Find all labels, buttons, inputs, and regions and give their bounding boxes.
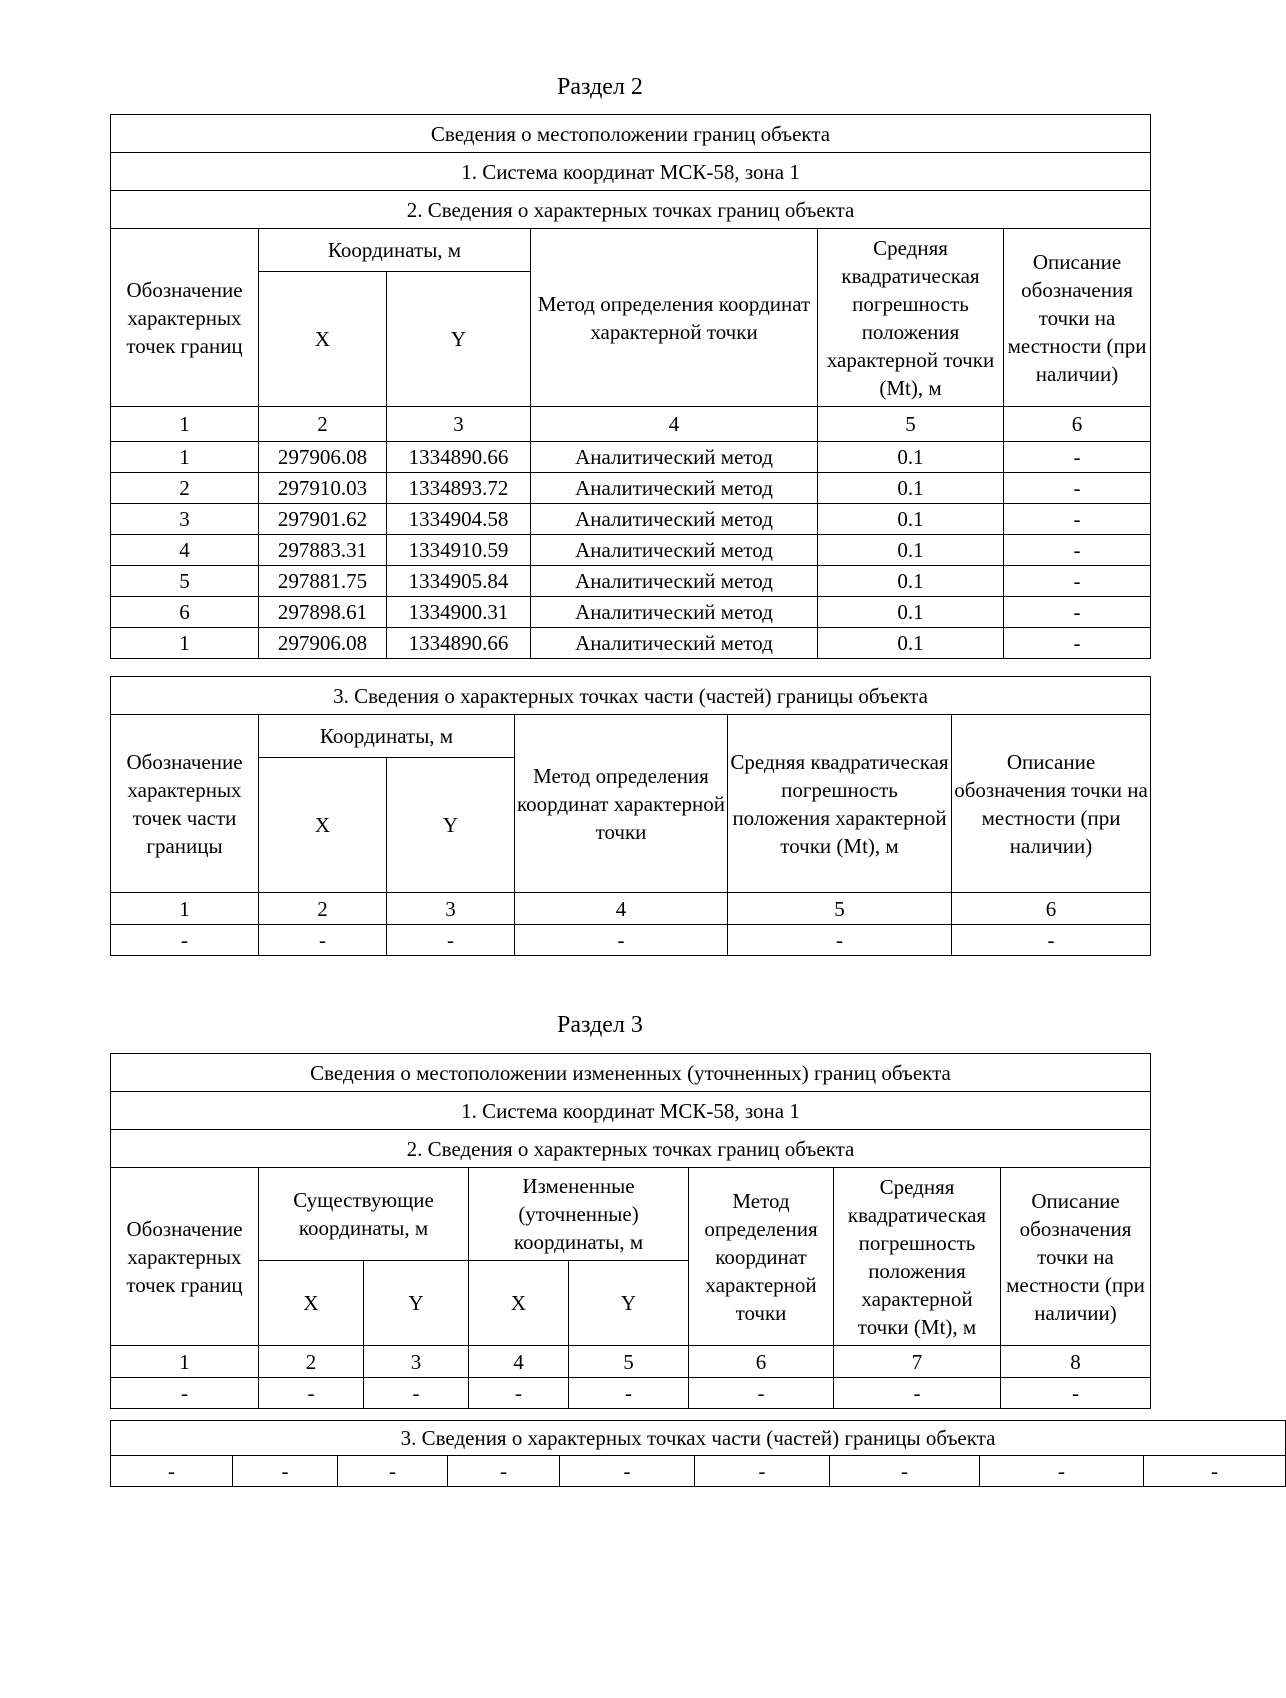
section3-title: Раздел 3 (557, 1012, 643, 1038)
cell-empty: - (1001, 1378, 1151, 1409)
cell-y: 1334890.66 (387, 628, 531, 659)
col-number: 8 (1001, 1346, 1151, 1378)
cell-method: Аналитический метод (531, 597, 818, 628)
col-number: 5 (569, 1346, 689, 1378)
cell-point: 5 (111, 566, 259, 597)
section2-coord-system: 1. Система координат МСК-58, зона 1 (111, 153, 1151, 191)
cell-x: 297883.31 (259, 535, 387, 566)
cell-x: 297906.08 (259, 628, 387, 659)
header-description: Описание обозначения точки на местности (при наличии) (952, 715, 1151, 893)
cell-empty: - (387, 925, 515, 956)
col-number: 1 (111, 407, 259, 442)
cell-error: 0.1 (818, 473, 1004, 504)
col-number: 7 (834, 1346, 1001, 1378)
cell-y: 1334904.58 (387, 504, 531, 535)
table-row (111, 1378, 1151, 1409)
cell-empty: - (695, 1456, 830, 1487)
cell-error: 0.1 (818, 597, 1004, 628)
col-number: 6 (1004, 407, 1151, 442)
col-number: 4 (515, 893, 728, 925)
cell-method: Аналитический метод (531, 504, 818, 535)
cell-y: 1334910.59 (387, 535, 531, 566)
cell-empty: - (259, 1378, 364, 1409)
header-changed-coords: Измененные (уточненные) координаты, м (469, 1168, 689, 1261)
cell-empty: - (689, 1378, 834, 1409)
table-row (111, 597, 1151, 628)
section3-sub2-title: 2. Сведения о характерных точках границ объекта (111, 1130, 1151, 1168)
cell-empty: - (111, 925, 259, 956)
header-x: X (469, 1261, 569, 1346)
section2-table-parts (110, 676, 1151, 956)
header-y: Y (387, 758, 515, 893)
table-row (111, 504, 1151, 535)
cell-description: - (1004, 504, 1151, 535)
table-row (111, 442, 1151, 473)
section3-caption: Сведения о местоположении измененных (уточненных) границ объекта (111, 1054, 1151, 1092)
header-coords: Координаты, м (259, 715, 515, 758)
cell-x: 297910.03 (259, 473, 387, 504)
col-number: 1 (111, 893, 259, 925)
cell-empty: - (338, 1456, 448, 1487)
col-number: 4 (469, 1346, 569, 1378)
cell-y: 1334905.84 (387, 566, 531, 597)
cell-error: 0.1 (818, 628, 1004, 659)
col-number: 6 (689, 1346, 834, 1378)
header-x: X (259, 758, 387, 893)
cell-point: 6 (111, 597, 259, 628)
section3-table-main (110, 1053, 1151, 1409)
header-description: Описание обозначения точки на местности (при наличии) (1004, 229, 1151, 407)
header-y: Y (387, 272, 531, 407)
col-number: 3 (387, 407, 531, 442)
section3-table-parts (110, 1420, 1286, 1487)
cell-method: Аналитический метод (531, 473, 818, 504)
col-number: 1 (111, 1346, 259, 1378)
header-designation: Обозначение характерных точек части границы (111, 715, 259, 893)
section2-sub3-title: 3. Сведения о характерных точках части (частей) границы объекта (111, 677, 1151, 715)
col-number: 2 (259, 893, 387, 925)
header-x: X (259, 272, 387, 407)
cell-method: Аналитический метод (531, 628, 818, 659)
table-row (111, 1456, 1286, 1487)
cell-point: 1 (111, 442, 259, 473)
cell-empty: - (111, 1378, 259, 1409)
table-row (111, 566, 1151, 597)
cell-description: - (1004, 566, 1151, 597)
cell-empty: - (111, 1456, 233, 1487)
cell-description: - (1004, 473, 1151, 504)
cell-empty: - (364, 1378, 469, 1409)
cell-empty: - (259, 925, 387, 956)
cell-error: 0.1 (818, 535, 1004, 566)
cell-point: 4 (111, 535, 259, 566)
cell-empty: - (448, 1456, 560, 1487)
table-row (111, 925, 1151, 956)
col-number: 3 (387, 893, 515, 925)
header-x: X (259, 1261, 364, 1346)
cell-empty: - (728, 925, 952, 956)
cell-empty: - (560, 1456, 695, 1487)
cell-description: - (1004, 628, 1151, 659)
section2-caption: Сведения о местоположении границ объекта (111, 115, 1151, 153)
header-y: Y (364, 1261, 469, 1346)
header-method: Метод определения координат характерной точки (531, 229, 818, 407)
cell-empty: - (980, 1456, 1144, 1487)
cell-y: 1334900.31 (387, 597, 531, 628)
col-number: 2 (259, 407, 387, 442)
col-number: 4 (531, 407, 818, 442)
table-row (111, 535, 1151, 566)
header-coords: Координаты, м (259, 229, 531, 272)
cell-method: Аналитический метод (531, 535, 818, 566)
cell-x: 297881.75 (259, 566, 387, 597)
section2-sub2-title: 2. Сведения о характерных точках границ объекта (111, 191, 1151, 229)
cell-description: - (1004, 535, 1151, 566)
cell-y: 1334893.72 (387, 473, 531, 504)
cell-x: 297906.08 (259, 442, 387, 473)
table-row (111, 628, 1151, 659)
cell-description: - (1004, 597, 1151, 628)
cell-x: 297901.62 (259, 504, 387, 535)
cell-method: Аналитический метод (531, 442, 818, 473)
cell-x: 297898.61 (259, 597, 387, 628)
header-designation: Обозначение характерных точек границ (111, 229, 259, 407)
table-row (111, 473, 1151, 504)
cell-empty: - (834, 1378, 1001, 1409)
cell-empty: - (569, 1378, 689, 1409)
cell-empty: - (1144, 1456, 1286, 1487)
section2-table-main (110, 114, 1151, 659)
header-error: Средняя квадратическая погрешность положения характерной точки (Mt), м (818, 229, 1004, 407)
header-error: Средняя квадратическая погрешность положения характерной точки (Mt), м (834, 1168, 1001, 1346)
col-number: 3 (364, 1346, 469, 1378)
cell-point: 1 (111, 628, 259, 659)
col-number: 6 (952, 893, 1151, 925)
header-y: Y (569, 1261, 689, 1346)
cell-empty: - (952, 925, 1151, 956)
section2-title: Раздел 2 (557, 74, 643, 100)
cell-point: 2 (111, 473, 259, 504)
header-error: Средняя квадратическая погрешность положения характерной точки (Mt), м (728, 715, 952, 893)
cell-point: 3 (111, 504, 259, 535)
cell-description: - (1004, 442, 1151, 473)
col-number: 5 (728, 893, 952, 925)
header-description: Описание обозначения точки на местности (при наличии) (1001, 1168, 1151, 1346)
cell-empty: - (469, 1378, 569, 1409)
header-designation: Обозначение характерных точек границ (111, 1168, 259, 1346)
cell-error: 0.1 (818, 504, 1004, 535)
section3-coord-system: 1. Система координат МСК-58, зона 1 (111, 1092, 1151, 1130)
cell-method: Аналитический метод (531, 566, 818, 597)
header-method: Метод определения координат характерной точки (689, 1168, 834, 1346)
col-number: 2 (259, 1346, 364, 1378)
cell-empty: - (515, 925, 728, 956)
cell-y: 1334890.66 (387, 442, 531, 473)
cell-empty: - (830, 1456, 980, 1487)
cell-empty: - (233, 1456, 338, 1487)
cell-error: 0.1 (818, 566, 1004, 597)
header-existing-coords: Существующие координаты, м (259, 1168, 469, 1261)
section3-sub3-title: 3. Сведения о характерных точках части (частей) границы объекта (111, 1421, 1286, 1456)
col-number: 5 (818, 407, 1004, 442)
cell-error: 0.1 (818, 442, 1004, 473)
header-method: Метод определения координат характерной точки (515, 715, 728, 893)
